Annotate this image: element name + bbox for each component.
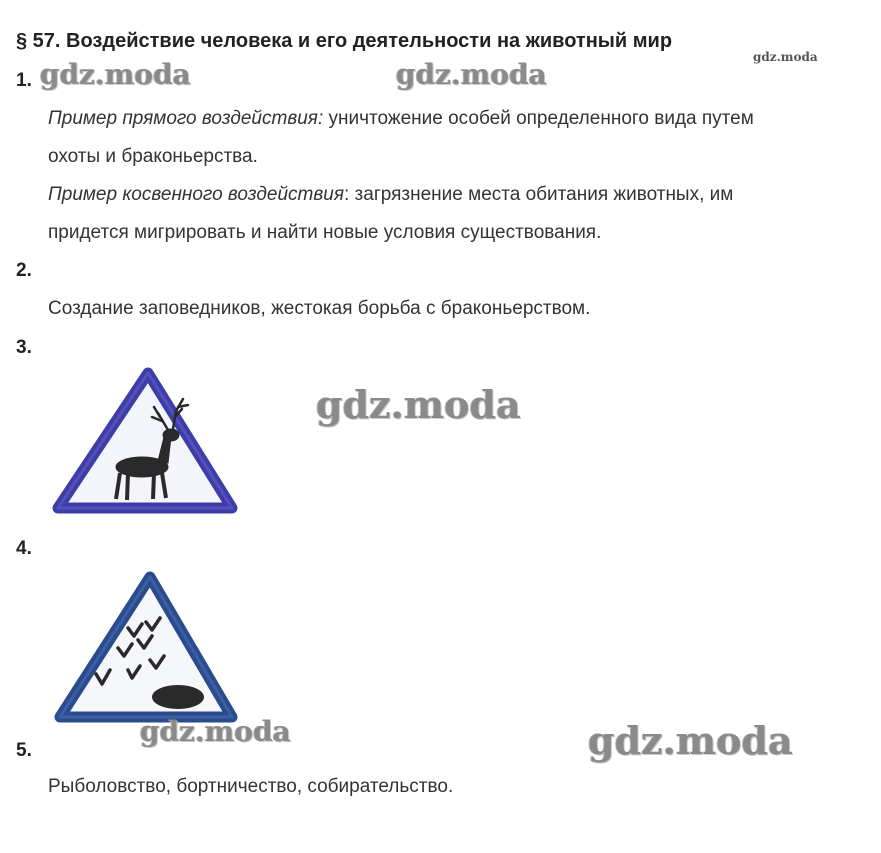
item-number-3: 3.: [16, 337, 32, 358]
direct-impact-label: Пример прямого воздействия:: [48, 108, 324, 129]
sign-triangle: [58, 373, 232, 508]
direct-impact-text: уничтожение особей определенного вида путем: [323, 108, 754, 129]
item-number-5: 5.: [16, 740, 32, 761]
watermark-logo: gdz.moda: [140, 715, 291, 748]
page-title: § 57. Воздействие человека и его деятельности на животный мир: [16, 30, 673, 52]
item-number-4: 4.: [16, 538, 32, 559]
answer-line: Рыболовство, бортничество, собирательство.: [48, 776, 454, 797]
watermark-logo: gdz.moda: [753, 50, 818, 64]
deer-warning-sign-drawing: [50, 365, 240, 520]
answer-line: [48, 184, 733, 206]
stone-icon: [152, 685, 204, 709]
watermark-logo: gdz.moda: [588, 718, 793, 763]
item-number-1: 1.: [16, 70, 32, 91]
answer-line: придется мигрировать и найти новые условия существования.: [48, 222, 602, 243]
watermark-logo: gdz.moda: [40, 58, 191, 91]
item-number-2: 2.: [16, 260, 32, 281]
indirect-impact-label: Пример косвенного воздействия: [48, 184, 344, 205]
watermark-logo: gdz.moda: [396, 58, 547, 91]
indirect-impact-text: : загрязнение места обитания животных, им: [344, 184, 734, 205]
watermark-logo: gdz.moda: [316, 382, 521, 427]
answer-line: Создание заповедников, жестокая борьба с браконьерством.: [48, 298, 591, 319]
answer-line: [48, 108, 754, 130]
birds-warning-sign-drawing: [50, 570, 240, 725]
answer-line: охоты и браконьерства.: [48, 146, 258, 167]
